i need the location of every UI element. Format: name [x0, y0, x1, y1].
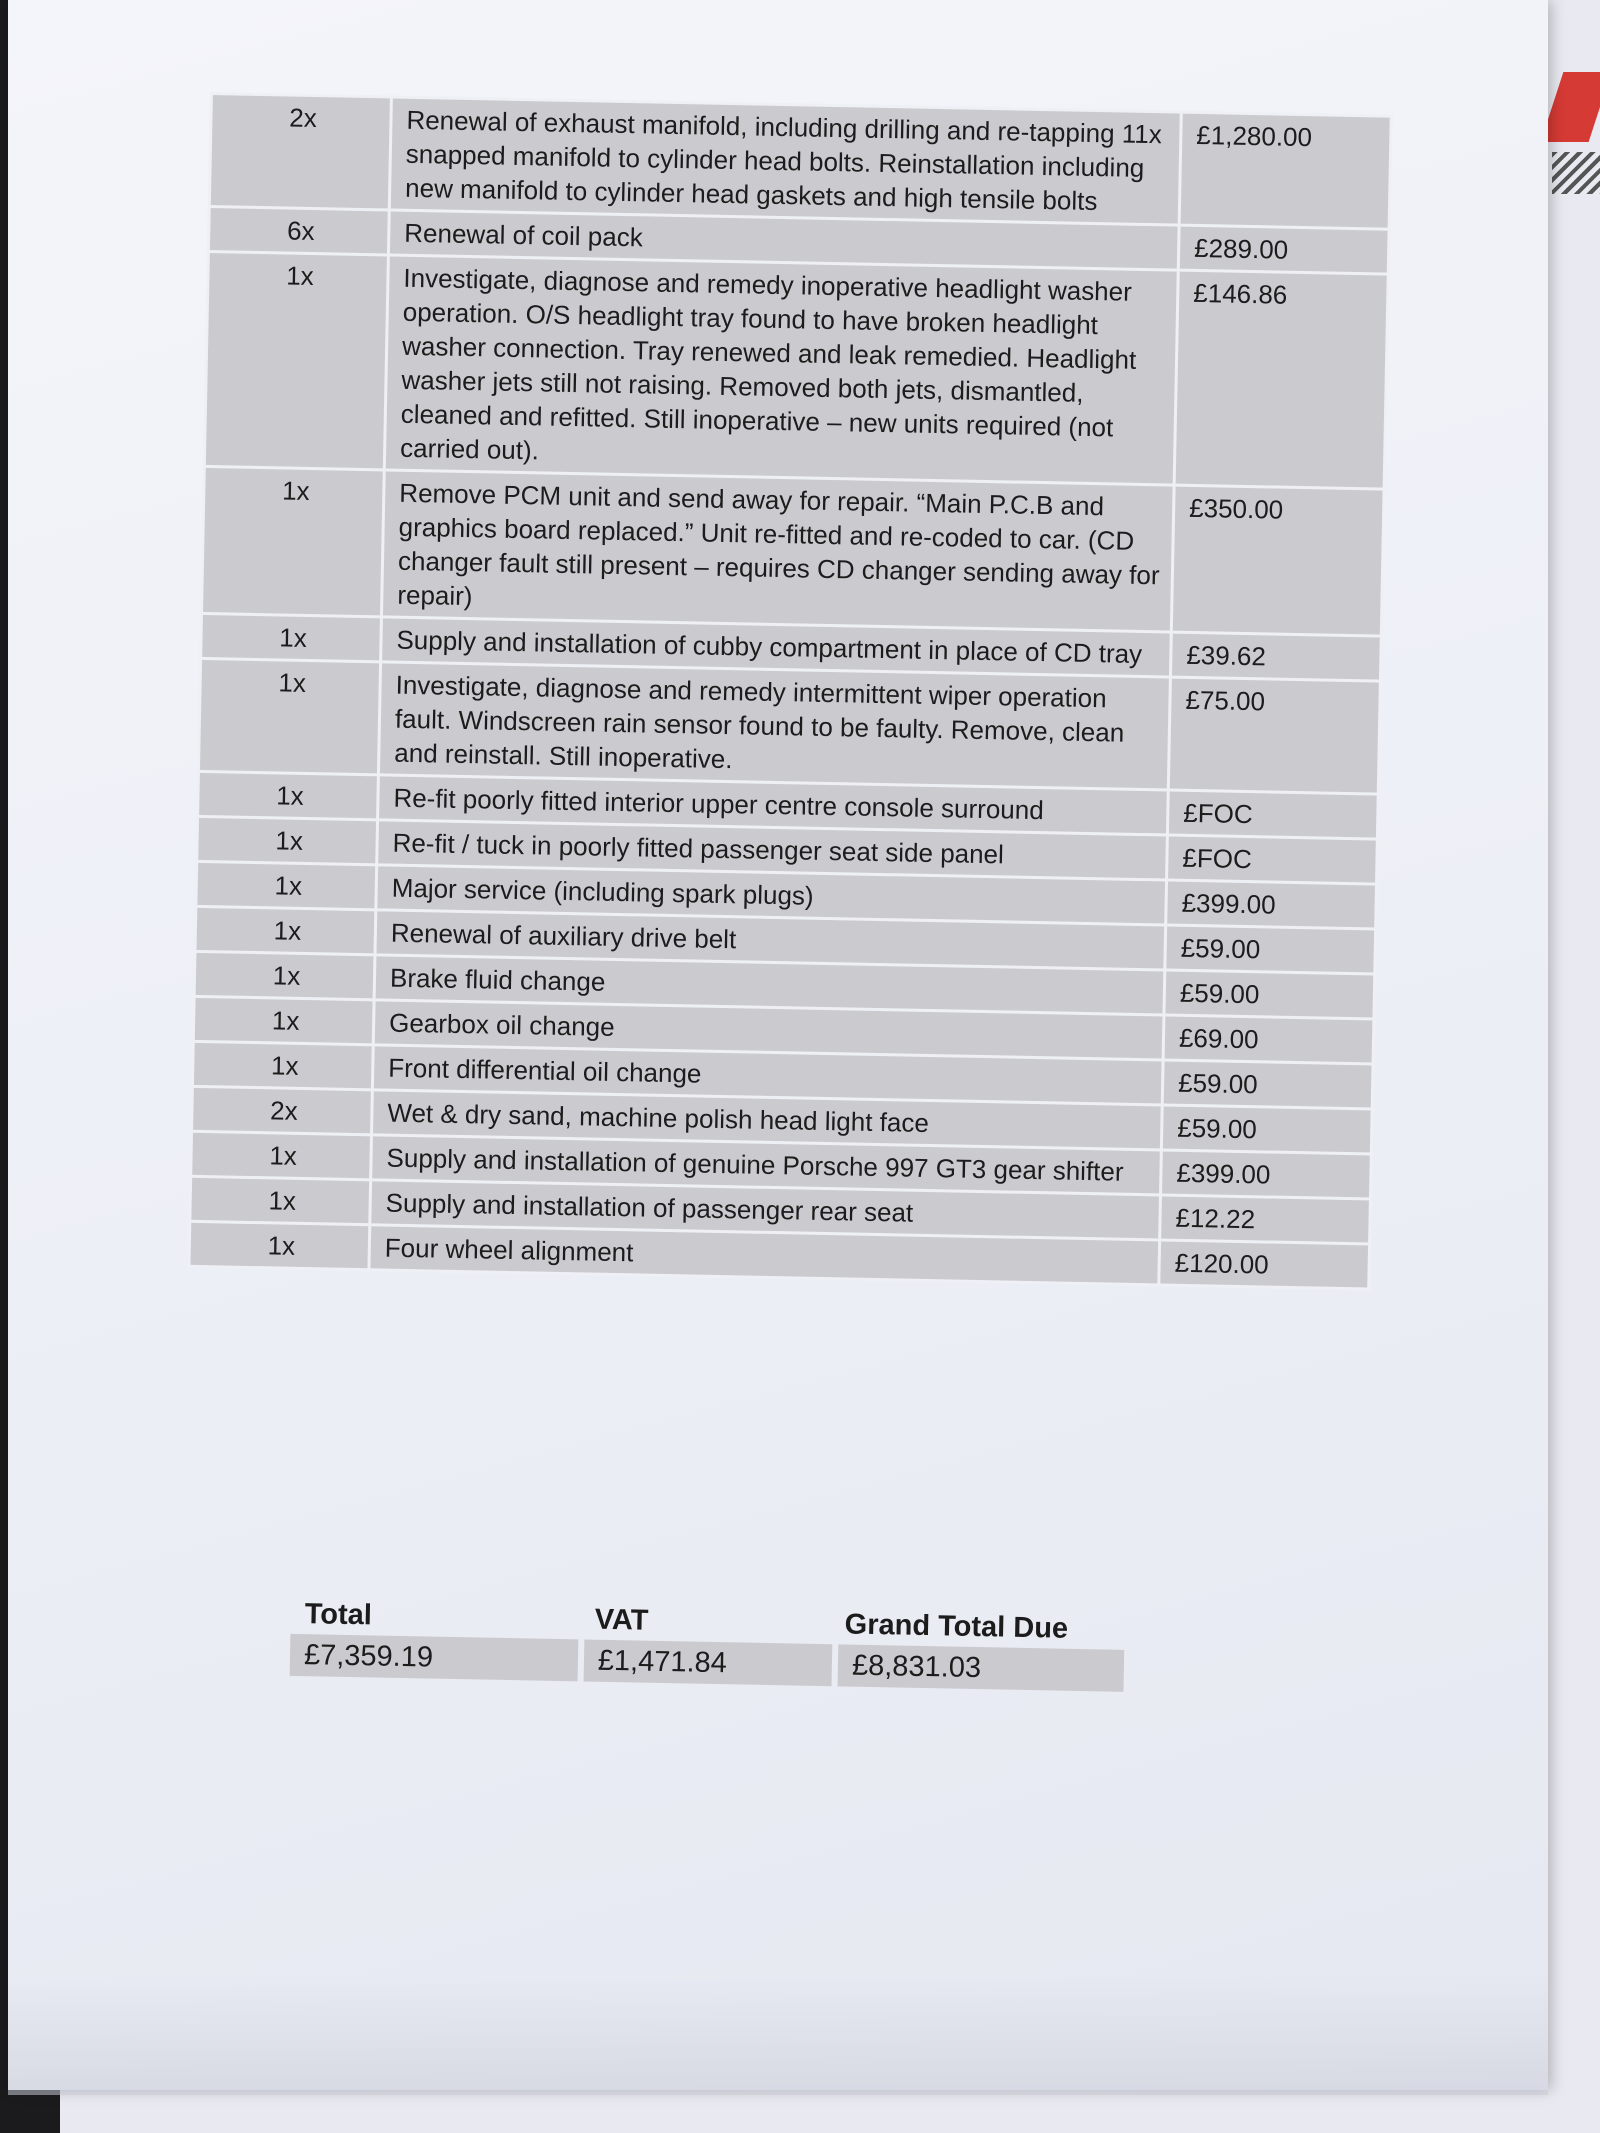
item-price: £75.00 — [1168, 677, 1380, 794]
item-qty: 1x — [201, 466, 384, 616]
item-price: £12.22 — [1160, 1195, 1371, 1244]
item-price: £FOC — [1167, 835, 1378, 884]
invoice-content — [187, 92, 1389, 1685]
item-qty: 1x — [194, 951, 375, 999]
item-qty: 1x — [191, 1131, 372, 1179]
item-price: £59.00 — [1162, 1060, 1373, 1109]
item-qty: 1x — [189, 1221, 370, 1269]
item-description: Investigate, diagnose and remedy inoperative headlight washer operation. O/S headlight tray found to have broken headlight washer connection. Tray renewed and leak remedied. Headlight washer jets still not raising. Removed both jets, dismantled, cleaned and refitted. Still inoperative – new units required (not carried out). — [384, 255, 1178, 485]
table-row — [201, 466, 1384, 636]
item-description: Re-fit / tuck in poorly fitted passenger seat side panel — [377, 820, 1168, 880]
table-row — [198, 658, 1380, 794]
item-price: £39.62 — [1170, 632, 1381, 681]
item-description: Renewal of exhaust manifold, including drilling and re-tapping 11x snapped manifold to cylinder head bolts. Reinstallation including new manifold to cylinder head gaskets and high tensile bolts — [389, 97, 1181, 225]
item-price: £399.00 — [1161, 1150, 1372, 1199]
total-label: Total — [304, 1598, 373, 1632]
vat-label: VAT — [594, 1603, 649, 1637]
line-items-table — [187, 92, 1392, 1290]
table-row — [204, 251, 1388, 489]
item-qty: 2x — [192, 1086, 373, 1134]
grand-total-value: £8,831.03 — [838, 1644, 1125, 1691]
item-qty: 1x — [198, 658, 380, 774]
item-price: £399.00 — [1166, 880, 1377, 929]
item-price: £59.00 — [1165, 925, 1376, 974]
item-description: Supply and installation of genuine Porsche 997 GT3 gear shifter — [371, 1135, 1162, 1195]
item-price: £69.00 — [1163, 1015, 1374, 1064]
item-price: £59.00 — [1161, 1105, 1372, 1154]
item-description: Four wheel alignment — [369, 1225, 1160, 1285]
table-row — [209, 94, 1391, 230]
item-description: Major service (including spark plugs) — [376, 865, 1167, 925]
item-description: Renewal of coil pack — [388, 210, 1179, 270]
item-qty: 2x — [209, 94, 391, 210]
item-qty: 1x — [201, 613, 382, 661]
grand-total-label: Grand Total Due — [844, 1608, 1069, 1645]
item-description: Re-fit poorly fitted interior upper centre console surround — [378, 775, 1169, 835]
item-qty: 1x — [190, 1176, 371, 1224]
totals-block — [290, 1594, 1131, 1692]
item-price: £350.00 — [1171, 485, 1384, 636]
item-price: £1,280.00 — [1179, 112, 1391, 229]
item-description: Gearbox oil change — [373, 1000, 1164, 1060]
item-price: £FOC — [1167, 790, 1378, 839]
item-price: £289.00 — [1178, 225, 1389, 274]
total-value: £7,359.19 — [290, 1634, 579, 1682]
item-qty: 1x — [193, 996, 374, 1044]
item-description: Supply and installation of passenger rear seat — [370, 1180, 1161, 1240]
item-qty: 1x — [204, 251, 388, 469]
item-description: Remove PCM unit and send away for repair. “Main P.C.B and graphics board replaced.” Unit re-fitted and re-coded to car. (CD changer fault still present – requires CD changer sending away for repair) — [381, 470, 1174, 632]
vat-value: £1,471.84 — [583, 1639, 832, 1686]
item-qty: 1x — [198, 771, 379, 819]
item-qty: 1x — [192, 1041, 373, 1089]
item-qty: 1x — [196, 861, 377, 909]
item-qty: 1x — [195, 906, 376, 954]
logo-stripes — [1552, 152, 1600, 194]
item-qty: 1x — [197, 816, 378, 864]
item-description: Investigate, diagnose and remedy intermittent wiper operation fault. Windscreen rain sensor found to be faulty. Remove, clean and reinstall. Still inoperative. — [378, 662, 1170, 790]
item-description: Front differential oil change — [372, 1045, 1163, 1105]
item-description: Brake fluid change — [374, 955, 1165, 1015]
item-description: Wet & dry sand, machine polish head light face — [372, 1090, 1163, 1150]
page-fold-shadow — [8, 1975, 1548, 2095]
item-price: £146.86 — [1174, 270, 1388, 489]
item-qty: 6x — [208, 207, 389, 255]
item-description: Supply and installation of cubby compartment in place of CD tray — [381, 617, 1172, 677]
item-description: Renewal of auxiliary drive belt — [375, 910, 1166, 970]
item-price: £120.00 — [1159, 1240, 1370, 1289]
item-price: £59.00 — [1164, 970, 1375, 1019]
